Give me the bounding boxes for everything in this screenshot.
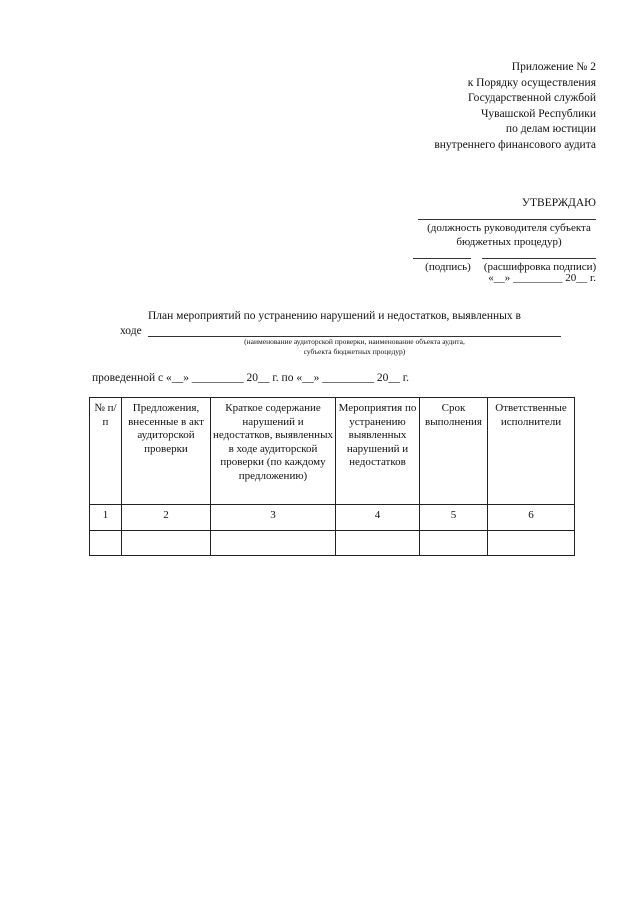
empty-cell — [420, 531, 488, 556]
decoding-line — [482, 258, 596, 259]
empty-cell — [122, 531, 211, 556]
number-cell: 5 — [420, 505, 488, 531]
plan-table — [89, 397, 575, 556]
approve-title: УТВЕРЖДАЮ — [521, 197, 596, 209]
plan-caption-line2: субъекта бюджетных процедур) — [303, 347, 406, 356]
appendix-line: к Порядку осуществления — [467, 76, 596, 89]
header-cell-responsible: Ответственные исполнители — [488, 398, 575, 505]
plan-hode: ходе — [120, 325, 142, 337]
header-cell-proposals: Предложения, внесенные в акт аудиторской проверки — [122, 398, 211, 505]
approve-date-line: «__» _________ 20__ г. — [488, 272, 596, 284]
number-cell: 1 — [90, 505, 122, 531]
table-numbering-row — [90, 505, 575, 531]
header-cell-deadline: Срок выполнения — [420, 398, 488, 505]
header-cell-measures: Мероприятия по устранению выявленных нарушений и недостатков — [336, 398, 420, 505]
appendix-line: Государственной службой — [467, 92, 596, 104]
signature-caption: (подпись) — [425, 261, 471, 273]
appendix-line: Чувашской Республики — [480, 107, 596, 120]
header-cell-number: № п/п — [90, 398, 122, 505]
number-cell: 6 — [488, 505, 575, 531]
appendix-line: внутреннего финансового аудита — [434, 138, 596, 151]
table-header-row — [90, 398, 575, 505]
plan-title: План мероприятий по устранению нарушений и недостатков, выявленных в — [148, 310, 521, 322]
decoding-caption: (расшифровка подписи) — [483, 261, 597, 273]
appendix-block — [336, 60, 596, 153]
signature-line — [413, 258, 471, 259]
position-caption: (должность руководителя субъекта бюджетных процедур) — [427, 222, 591, 248]
number-cell: 4 — [336, 505, 420, 531]
position-line — [418, 219, 596, 220]
plan-period: проведенной с «__» _________ 20__ г. по «__» _________ 20__ г. — [92, 372, 409, 384]
empty-cell — [90, 531, 122, 556]
table-row — [90, 531, 575, 556]
empty-cell — [336, 531, 420, 556]
number-cell: 3 — [211, 505, 336, 531]
plan-caption-line1: (наименование аудиторской проверки, наименование объекта аудита, — [244, 337, 465, 346]
empty-cell — [488, 531, 575, 556]
number-cell: 2 — [122, 505, 211, 531]
header-cell-summary: Краткое содержание нарушений и недостатков, выявленных в ходе аудиторской проверки (по каждому предложению) — [211, 398, 336, 505]
appendix-line: по делам юстиции — [505, 123, 596, 135]
empty-cell — [211, 531, 336, 556]
appendix-line: Приложение № 2 — [511, 61, 596, 73]
